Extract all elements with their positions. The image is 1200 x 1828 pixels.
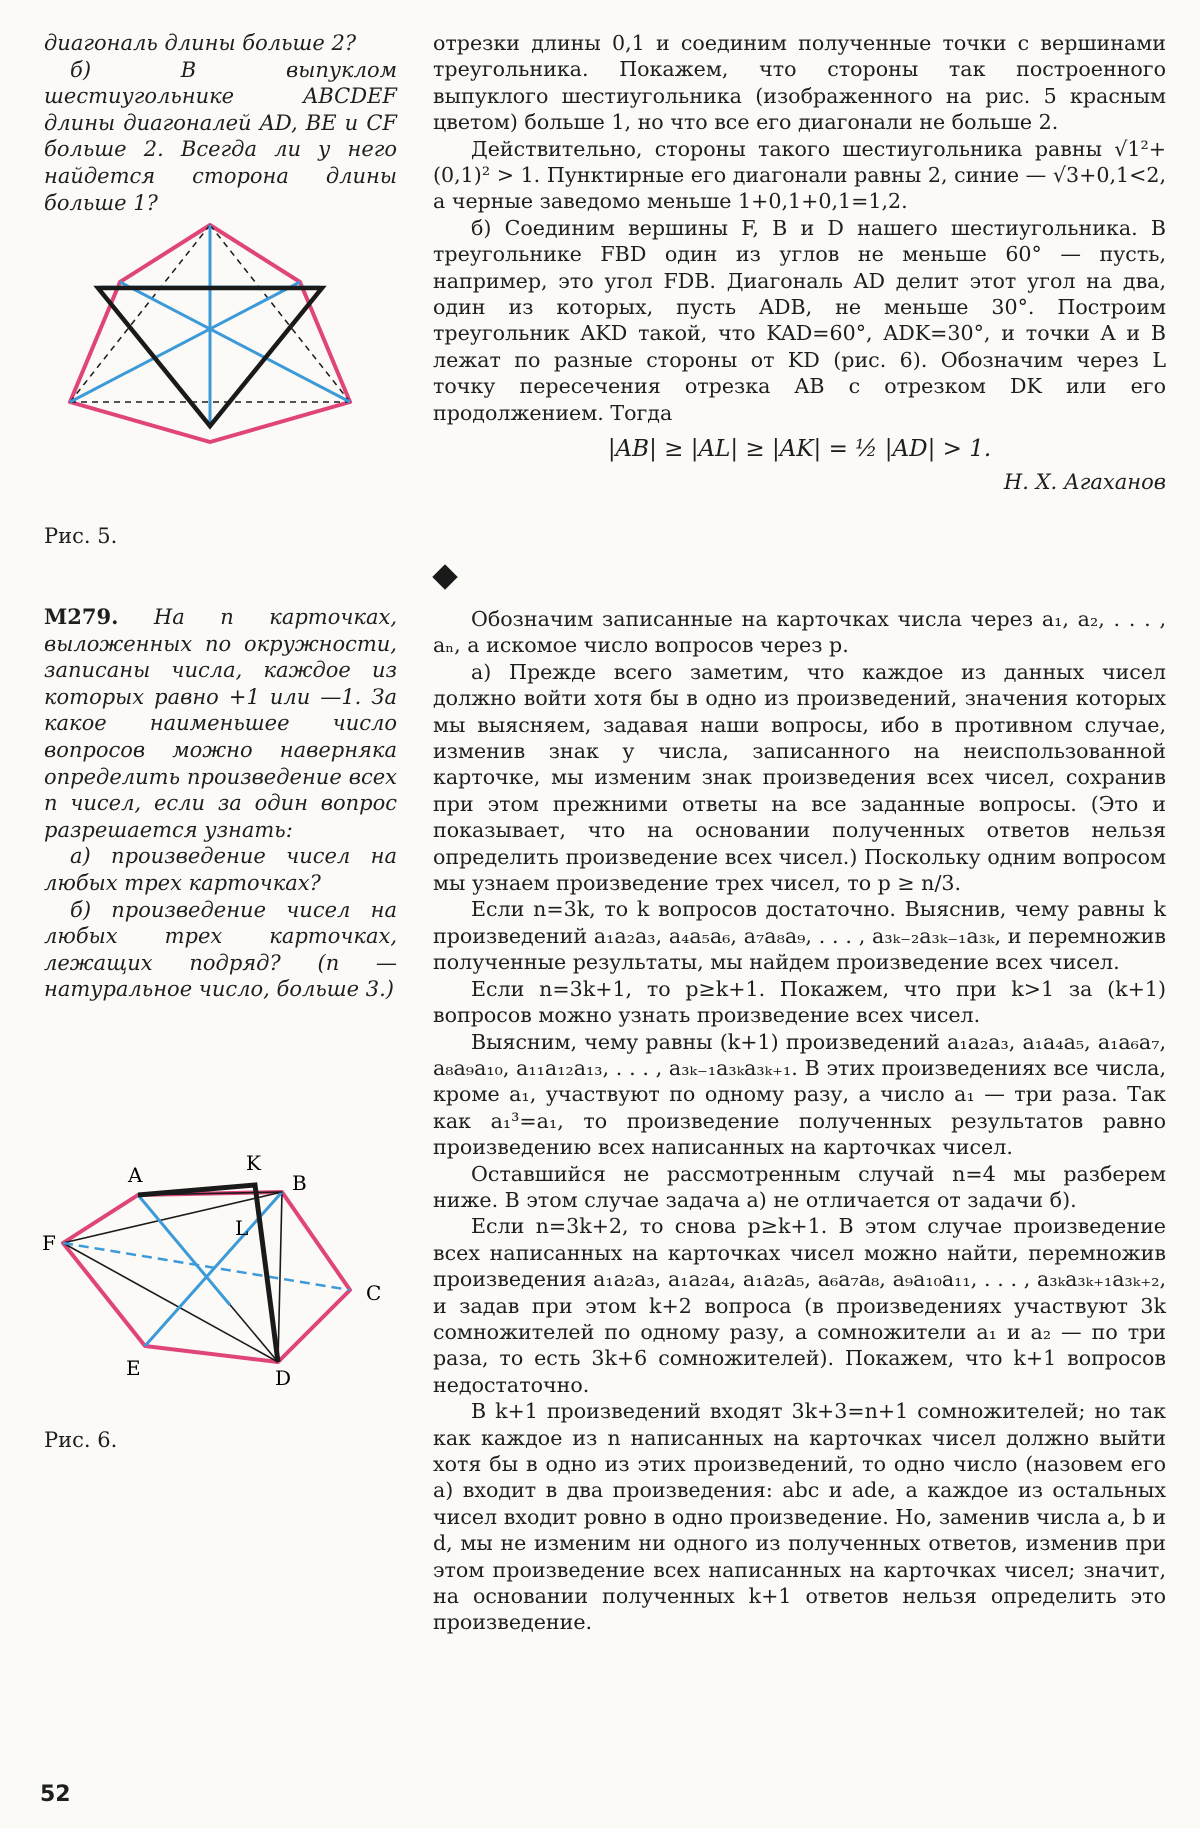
- fig6-label-E: E: [126, 1356, 141, 1380]
- fig6-line-BD: [278, 1192, 282, 1362]
- fig5-dashed-1: [70, 225, 210, 402]
- solution-p4: Если n=3k+1, то p≥k+1. Покажем, что при k>1 за (k+1) вопросов можно узнать произведение всех чисел.: [433, 976, 1166, 1028]
- prev-solution-p1: отрезки длины 0,1 и соединим полученные точки с вершинами треугольника. Покажем, что стороны так построенного выпуклого шестиугольника (изображенного на рис. 5 красным цветом) больше 1, но что все его диагонали не больше 2.: [433, 31, 1166, 135]
- page-number: 52: [40, 1782, 71, 1807]
- solution-p1: Обозначим записанные на карточках числа через a₁, a₂, . . . , aₙ, а искомое число вопросов через p.: [433, 607, 1166, 658]
- fig6-label-C: C: [366, 1281, 382, 1305]
- fig6-label-D: D: [275, 1366, 292, 1390]
- previous-solution: [433, 30, 1166, 494]
- solution-p2: а) Прежде всего заметим, что каждое из данных чисел должно войти хотя бы в одно из произведений, значения которых мы выясняем, задавая наши вопросы, ибо в противном случае, изменив знак у числа, записанного на неиспользованной карточке, мы изменим знак произведения всех чисел, сохранив при этом прежними ответы на все заданные вопросы. (Это и показывает, что на основании полученных ответов нельзя определить произведение всех чисел.) Поскольку одним вопросом мы узнаем произведение трех чисел, то p ≥ n/3.: [433, 659, 1166, 896]
- fig5-caption: Рис. 5.: [44, 524, 118, 548]
- solution-m279: [433, 606, 1166, 1636]
- solution-p3: Если n=3k, то k вопросов достаточно. Выяснив, чему равны k произведений a₁a₂a₃, a₄a₅a₆, a₇a₈a₉, . . . , a₃ₖ₋₂a₃ₖ₋₁a₃ₖ, и перемножив полученные результаты, мы найдем произведение всех чисел.: [433, 897, 1166, 975]
- prev-question-b: б) В выпуклом шестиугольнике ABCDEF длины диагоналей AD, BE и CF больше 2. Всегда ли у него найдется сторона длины больше 1?: [44, 57, 397, 215]
- problem-m279: [44, 604, 397, 1003]
- fig5-dashed-2: [210, 225, 350, 402]
- problem-statement: На n карточках, выложенных по окружности, записаны числа, каждое из которых равно +1 или —1. За какое наименьшее число вопросов можно наверняка определить произведение всех n чисел, если за один вопрос разрешается узнать:: [44, 605, 397, 842]
- figure-6: [30, 1140, 400, 1420]
- prev-question-tail: диагональ длины больше 2?: [44, 31, 357, 55]
- solution-p6: Оставшийся не рассмотренным случай n=4 мы разберем ниже. В этом случае задача а) не отличается от задачи б).: [433, 1161, 1166, 1212]
- section-divider-diamond: [432, 564, 457, 589]
- author-signature: Н. Х. Агаханов: [1003, 470, 1166, 495]
- figure-5: [60, 212, 360, 502]
- problem-part-a: а) произведение чисел на любых трех карточках?: [44, 844, 397, 895]
- solution-p8: В k+1 произведений входят 3k+3=n+1 сомножителей; но так как каждое из n написанных на карточках чисел должно выйти хотя бы в одно из этих произведений, то одно число (назовем его a) входит в два произведения: abc и ade, а каждое из остальных чисел входит ровно в одно произведение. Но, заменив числа a, b и d, мы не изменим ни одного из полученных ответов, изменив при этом произведение всех написанных на карточках чисел; значит, на основании полученных k+1 ответов нельзя определить это произведение.: [433, 1399, 1166, 1635]
- prev-solution-formula: |AB| ≥ |AL| ≥ |AK| = ½ |AD| > 1.: [607, 436, 992, 463]
- fig5-blue-3: [120, 282, 350, 402]
- fig6-label-L: L: [235, 1216, 249, 1240]
- fig6-line-AD-blue: [138, 1195, 230, 1305]
- fig6-label-B: B: [292, 1171, 307, 1195]
- problem-prev-text: [44, 30, 397, 216]
- solution-p7: Если n=3k+2, то снова p≥k+1. В этом случае произведение всех написанных на карточках чисел можно найти, перемножив произведения a₁a₂a₃, a₁a₂a₄, a₁a₂a₅, a₆a₇a₈, a₉a₁₀a₁₁, . . . , a₃ₖa₃ₖ₊₁a₃ₖ₊₂, и задав при этом k+2 вопроса (в произведениях участвуют 3k сомножителей по одному разу, а сомножители a₁ и a₂ — по три раза, то есть 3k+6 сомножителей). Покажем, что k+1 вопросов недостаточно.: [433, 1214, 1166, 1397]
- fig6-label-A: A: [128, 1163, 143, 1187]
- problem-part-b: б) произведение чисел на любых трех карточках, лежащих подряд? (n — натуральное число, больше 3.): [44, 897, 397, 1002]
- prev-solution-p2: Действительно, стороны такого шестиугольника равны √1²+(0,1)² > 1. Пунктирные его диагонали равны 2, синие — √3+0,1<2, а черные заведомо меньше 1+0,1+0,1=1,2.: [433, 136, 1166, 214]
- fig6-label-F: F: [42, 1231, 56, 1255]
- prev-solution-p3: б) Соединим вершины F, B и D нашего шестиугольника. В треугольнике FBD один из углов не меньше 60° — пусть, например, это угол FDB. Диагональ AD делит этот угол на два, один из которых, пусть ADB, не меньше 30°. Построим треугольник AKD такой, что KAD=60°, ADK=30°, и точки A и B лежат по разные стороны от KD (рис. 6). Обозначим через L точку пересечения отрезка AB с отрезком DK или его продолжением. Тогда: [433, 215, 1166, 425]
- fig6-caption: Рис. 6.: [44, 1428, 118, 1452]
- fig5-blue-2: [70, 282, 300, 402]
- fig6-label-K: K: [246, 1151, 261, 1175]
- fig6-line-FD: [63, 1243, 278, 1362]
- solution-p5: Выясним, чему равны (k+1) произведений a₁a₂a₃, a₁a₄a₅, a₁a₆a₇, a₈a₉a₁₀, a₁₁a₁₂a₁₃, . . . , a₃ₖ₋₁a₃ₖa₃ₖ₊₁. В этих произведениях все числа, кроме a₁, участвуют по одному разу, а число a₁ — три раза. Так как a₁³=a₁, то произведение полученных результатов равно произведению всех написанных на карточках чисел.: [433, 1029, 1166, 1160]
- problem-number: М279.: [44, 604, 119, 629]
